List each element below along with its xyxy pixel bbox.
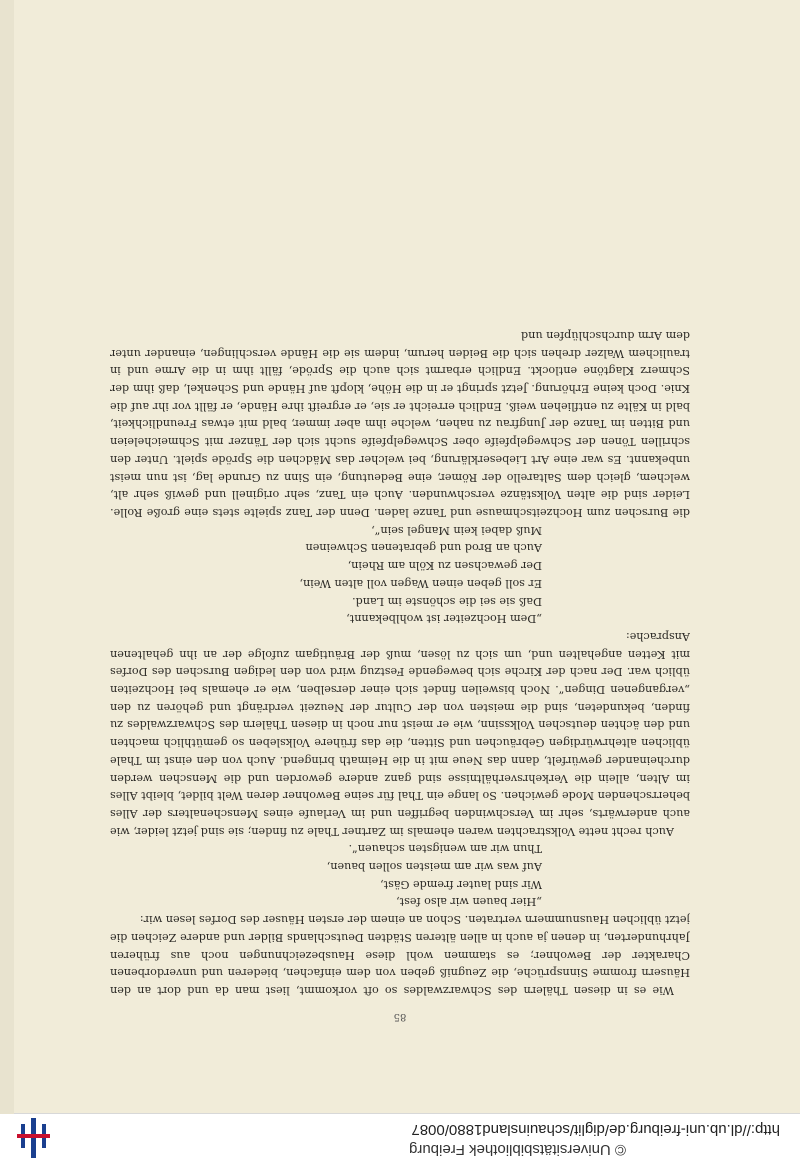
copyright-text: © Universitätsbibliothek Freiburg xyxy=(409,1141,626,1158)
verse-line: Er soll geben einen Wagen voll alten Wein, xyxy=(299,576,542,590)
page-edge xyxy=(0,0,14,1114)
verse-line: Auch an Brod und gebratenen Schweinen xyxy=(305,541,542,555)
verse-line: Daß sie sei die schönste im Land. xyxy=(352,594,542,608)
verse-line: Wir sind lauter fremde Gäst, xyxy=(380,877,542,891)
verse-line: Auf was wir am meisten sollen bauen, xyxy=(326,860,542,874)
permalink-url[interactable]: http://dl.ub.uni-freiburg.de/diglit/schauinsland1880/0087 xyxy=(411,1121,780,1138)
verse-line: Thun wir am wenigsten schauen“. xyxy=(348,842,542,856)
footer-strip xyxy=(0,1113,800,1162)
page-number: 85 xyxy=(393,1011,407,1022)
verse-line: „Dem Hochzeiter ist wohlbekannt, xyxy=(346,612,542,626)
university-library-logo xyxy=(12,1116,56,1160)
paragraph: Auch recht nette Volkstrachten waren ehemals im Zartner Thale zu finden; sie sind jetzt leider, wie auch anderwärts, sehr im Verschwinden begriffen und im Verlaufe eines Menschenalters der Alles beherrschenden Mode gewichen. So lange ein Thal für seine Bewohner deren Welt bildet, bleibt Alles im Alten, allein die Verkehrsverhältnisse sind ganz andere geworden und die Menschen werden durcheinander gewürfelt, dann das Neue mit in die Heimath bringend. Auch von den einst im Thale üblichen altehrwürdigen Gebräuchen und Sitten, die das frühere Volksleben so gemüthlich machten und den ächten deutschen Volkssinn, wie er meist nur noch in diesen Thälern des Schwarzwaldes zu finden, bekundeten, sind die meisten von der Cultur der Neuzeit verdrängt und gehören zu den „vergangenen Dingen“. Noch bisweilen findet sich einer derselben, wie er ehemals bei Hochzeiten üblich war. Der nach der Kirche sich bewegende Festzug wird von den ledigen Burschen des Dorfes mit Ketten angehalten und, um sich zu lösen, muß der Bräutigam zufolge der an ihn gehaltenen Ansprache: xyxy=(110,629,690,838)
verse-line: Der gewachsen zu Köln am Rhein, xyxy=(347,559,542,573)
paragraph: Wie es in diesen Thälern des Schwarzwaldes so oft vorkommt, liest man da und dort an den Häusern fromme Sinnsprüche, die Zeugniß geben von dem einfachen, biederen und unverdorbenen Charakter der Bewohner; es stammen wohl diese Hausbezeichnungen noch aus früheren Jahrhunderten, in denen ja auch in allen älteren Städten Deutschlands Bilder und andere Zeichen die jetzt üblichen Hausnummern vertraten. Schon an einem der ersten Häuser des Dorfes lesen wir: xyxy=(110,913,690,997)
page-text xyxy=(110,119,690,999)
paragraph: die Burschen zum Hochzeitschmause und Tanze laden. Denn der Tanz spielte stets eine große Rolle. Leider sind die alten Volkstänze verschwunden. Auch ein Tanz, sehr originell und gewiß sehr alt, welchem, gleich dem Saltarello der Römer, eine Bedeutung, ein Sinn zu Grunde lag, ist nun meist unbekannt. Es war eine Art Liebeserklärung, bei welcher das Mädchen die Spröde spielt. Unter den schrillen Tönen der Schwegelpfeife ober Schwegelpfeife sucht sich der Tänzer mit Schmeicheleien und Bitten im Tanze der Jungfrau zu nahen, welche ihm aber immer, bald mit etwas Freundlichkeit, bald in Kälte zu entfliehen weiß. Endlich erreicht er sie, er ergreift ihre Hände, er fällt vor ihr auf die Knie. Doch keine Erhörung. Jetzt springt er in die Höhe, klopft auf Hände und Schenkel, daß ihm der Schmerz Klagtöne entlockt. Endlich erbarmt sich auch die Spröde, fällt ihm in die Arme und in traulichem Walzer drehen sich die Beiden herum, indem sie die Hände verschlingen, einander unter dem Arm durchschlüpfen und xyxy=(110,328,690,520)
verse-line: Muß dabei kein Mangel sein“, xyxy=(371,523,542,537)
verse-line: „Hier bauen wir also fest, xyxy=(396,895,542,909)
